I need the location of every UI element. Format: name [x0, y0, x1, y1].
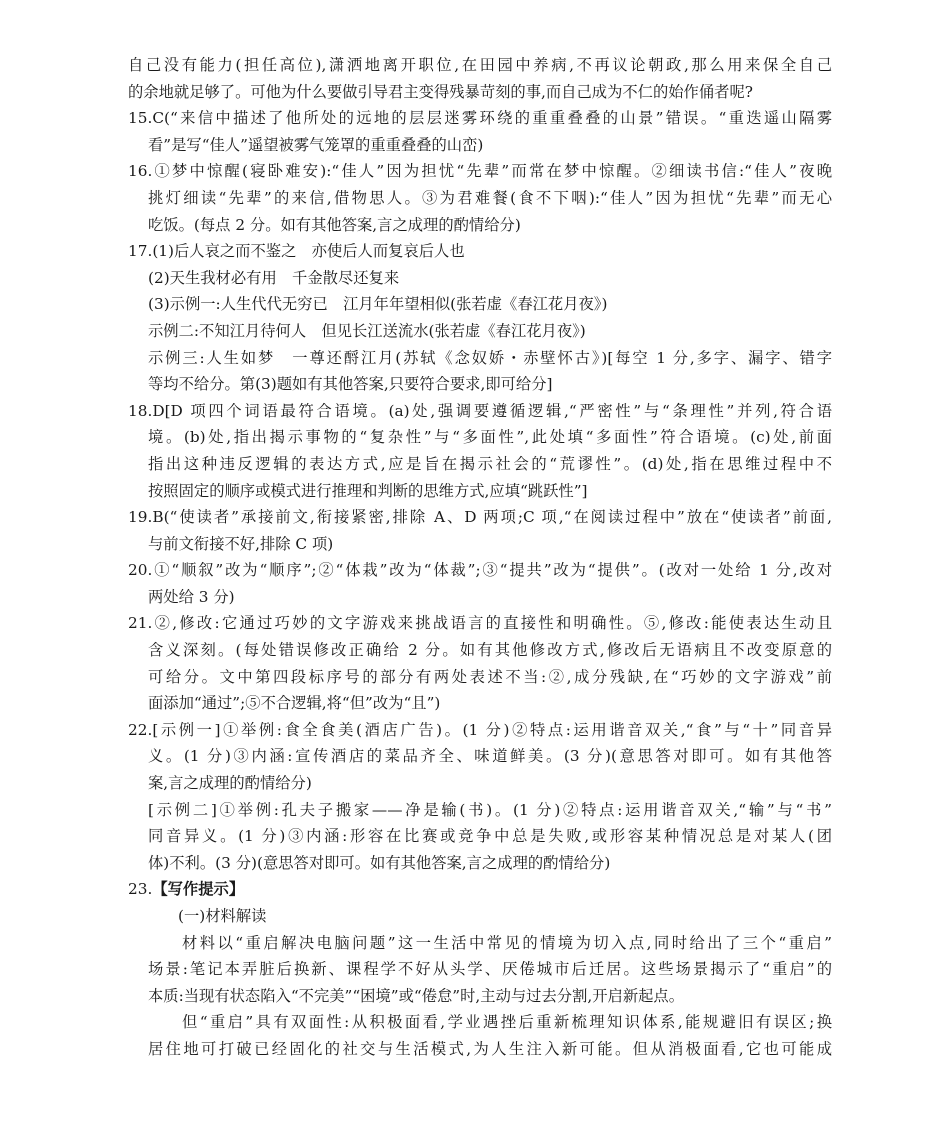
- answer-17-line: (3)示例一:人生代代无穷已 江月年年望相似(张若虚《春江花月夜》): [148, 295, 608, 314]
- answer-15-line: 15.C(“来信中描述了他所处的远地的层层迷雾环绕的重重叠叠的山景”错误。“重迭遥山隔雾: [128, 109, 832, 128]
- text-line: 自己没有能力(担任高位),潇洒地离开职位,在田园中养病,不再议论朝政,那么用来保全自己: [128, 56, 832, 74]
- answer-21-line: 含义深刻。(每处错误修改正确给 2 分。如有其他修改方式,修改后无语病且不改变原意的: [148, 641, 832, 660]
- text-line: 的余地就足够了。可他为什么要做引导君主变得残暴苛刻的事,而自己成为不仁的始作俑者呢?: [128, 82, 753, 101]
- answer-18-line: 按照固定的顺序或模式进行推理和判断的思维方式,应填“跳跃性”]: [148, 481, 588, 500]
- answer-21-line: 21.②,修改:它通过巧妙的文字游戏来挑战语言的直接性和明确性。⑤,修改:能使表达生动且: [128, 614, 832, 633]
- answer-20-line: 两处给 3 分): [148, 587, 235, 606]
- answer-19-line: 与前文衔接不好,排除 C 项): [148, 534, 334, 553]
- answer-21-line: 可给分。文中第四段标序号的部分有两处表述不当:②,成分残缺,在“巧妙的文字游戏”前: [148, 667, 832, 686]
- answer-17-line: 示例二:不知江月待何人 但见长江送流水(张若虚《春江花月夜》): [148, 321, 586, 340]
- answer-18-line: 指出这种违反逻辑的表达方式,应是旨在揭示社会的“荒谬性”。(d)处,指在思维过程中不: [148, 454, 832, 473]
- answer-15-line: 看”是写“佳人”遥望被雾气笼罩的重重叠叠的山峦): [148, 135, 484, 154]
- answer-20-line: 20.①“顺叙”改为“顺序”;②“体栽”改为“体裁”;③“提共”改为“提供”。(改对一处给 1 分,改对: [128, 561, 832, 580]
- answer-17-line: 等均不给分。第(3)题如有其他答案,只要符合要求,即可给分]: [148, 375, 553, 394]
- writing-tips-title: 【写作提示】: [152, 880, 245, 899]
- answer-16-line: 吃饭。(每点 2 分。如有其他答案,言之成理的酌情给分): [148, 215, 521, 234]
- answer-18-line: 18.D[D 项四个词语最符合语境。(a)处,强调要遵循逻辑,“严密性”与“条理性”并列,符合语: [128, 401, 832, 420]
- answer-22-line: 同音异义。(1 分)③内涵:形容在比赛或竞争中总是失败,或形容某种情况总是对某人(团: [148, 827, 832, 846]
- paragraph-line: 场景:笔记本弄脏后换新、课程学不好从头学、厌倦城市后迁居。这些场景揭示了“重启”的: [148, 960, 832, 979]
- answer-16-line: 挑灯细读“先辈”的来信,借物思人。③为君难餐(食不下咽):“佳人”因为担忧“先辈”而无心: [148, 188, 832, 207]
- answer-21-line: 面添加“通过”;⑤不合逻辑,将“但”改为“且”): [148, 694, 441, 713]
- answer-17-line: (2)天生我材必有用 千金散尽还复来: [148, 268, 400, 287]
- answer-22-line: 义。(1 分)③内涵:宣传酒店的菜品齐全、味道鲜美。(3 分)(意思答对即可。如有其他答: [148, 747, 832, 766]
- answer-key-page: [128, 52, 832, 1063]
- paragraph-line: 材料以“重启解决电脑问题”这一生活中常见的情境为切入点,同时给出了三个“重启”: [182, 933, 832, 952]
- question-number: 23.: [128, 880, 153, 899]
- answer-17-line: 示例三:人生如梦 一尊还酹江月(苏轼《念奴娇・赤壁怀古》)[每空 1 分,多字、漏字、错字: [148, 348, 832, 367]
- answer-19-line: 19.B(“使读者”承接前文,衔接紧密,排除 A、D 两项;C 项,“在阅读过程中”放在“使读者”前面,: [128, 508, 832, 527]
- answer-16-line: 16.①梦中惊醒(寝卧难安):“佳人”因为担忧“先辈”而常在梦中惊醒。②细读书信:“佳人”夜晚: [128, 162, 832, 181]
- answer-17-line: 17.(1)后人哀之而不鉴之 亦使后人而复哀后人也: [128, 242, 465, 261]
- paragraph-line: 本质:当现有状态陷入“不完美”“困境”或“倦怠”时,主动与过去分割,开启新起点。: [148, 986, 685, 1005]
- answer-22-line: 体)不利。(3 分)(意思答对即可。如有其他答案,言之成理的酌情给分): [148, 853, 611, 872]
- paragraph-line: 居住地可打破已经固化的社交与生活模式,为人生注入新可能。但从消极面看,它也可能成: [148, 1039, 832, 1058]
- paragraph-line: 但“重启”具有双面性:从积极面看,学业遇挫后重新梳理知识体系,能规避旧有误区;换: [182, 1013, 832, 1032]
- answer-18-line: 境。(b)处,指出揭示事物的“复杂性”与“多面性”,此处填“多面性”符合语境。(c)处,前面: [148, 428, 832, 447]
- answer-22-line: [示例二]①举例:孔夫子搬家——净是输(书)。(1 分)②特点:运用谐音双关,“输”与“书”: [148, 800, 832, 819]
- answer-22-line: 22.[示例一]①举例:食全食美(酒店广告)。(1 分)②特点:运用谐音双关,“食”与“十”同音异: [128, 720, 832, 739]
- answer-22-line: 案,言之成理的酌情给分): [148, 774, 312, 793]
- section-heading: (一)材料解读: [178, 907, 267, 925]
- answer-23-heading: [128, 876, 832, 903]
